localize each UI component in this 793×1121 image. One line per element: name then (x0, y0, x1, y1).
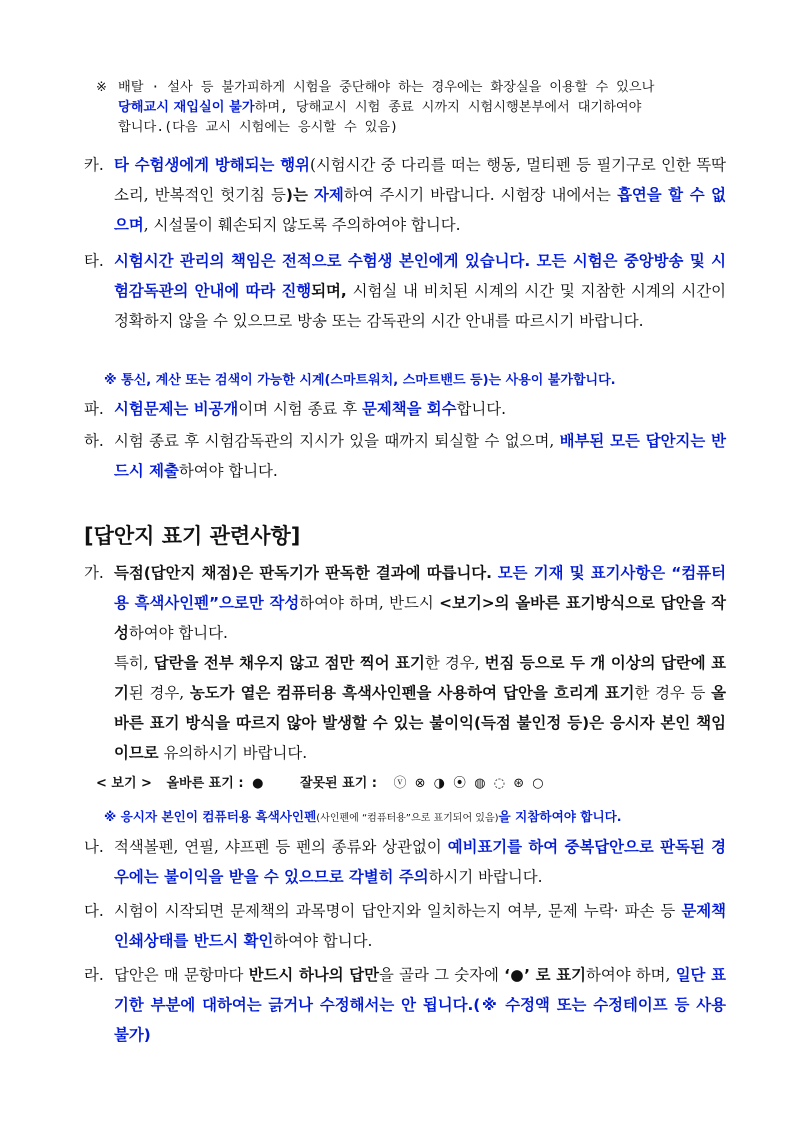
item-na: 나. 적색볼펜, 연필, 샤프펜 등 펜의 종류와 상관없이 예비표기를 하여 중복답안으로 판독된 경우에는 불이익을 받을 수 있으므로 각별히 주의하시기 바랍니다. (84, 832, 726, 892)
legend-wrong-label: 잘못된 표기 : (299, 776, 377, 791)
legend-label: < 보기 > (96, 776, 152, 791)
item-pa: 파. 시험문제는 비공개이며 시험 종료 후 문제책을 회수합니다. (84, 394, 726, 424)
item-ga: 가. 득점(답안지 채점)은 판독기가 판독한 결과에 따릅니다. 모든 기재 및 표기사항은 “컴퓨터용 흑색사인펜”으로만 작성하여야 하며, 반드시 <보기>의 올바른 표기방식으로 답안을 작성하여야 합니다. (84, 558, 726, 648)
section-title: [답안지 표기 관련사항] (84, 524, 301, 548)
item-label: 나. (84, 838, 104, 856)
item-label: 다. (84, 902, 104, 920)
item-ha: 하. 시험 종료 후 시험감독관의 지시가 있을 때까지 퇴실할 수 없으며, 배부된 모든 답안지는 반드시 제출하여야 합니다. (84, 426, 726, 486)
item-da: 다. 시험이 시작되면 문제책의 과목명이 답안지와 일치하는지 여부, 문제 누락· 파손 등 문제책 인쇄상태를 반드시 확인하여야 합니다. (84, 896, 726, 956)
marking-legend (96, 772, 546, 791)
item-label: 타. (84, 252, 104, 270)
item-label: 파. (84, 400, 104, 418)
item-label: 라. (84, 966, 104, 984)
item-ra: 라. 답안은 매 문항마다 반드시 하나의 답만을 골라 그 숫자에 ‘●’ 로 표기하여야 하며, 일단 표기한 부분에 대하여는 긁거나 수정해서는 안 됩니다.(※ 수정액 또는 수정테이프 등 사용 불가) (84, 960, 726, 1050)
wrong-marks-icon: ⓥ ⊗ ◑ ⦿ ◍ ◌ ⊛ ○ (393, 776, 546, 791)
note-restroom: ※ 배탈 · 설사 등 불가피하게 시험을 중단해야 하는 경우에는 화장실을 이용할 수 있으나 당해교시 재입실이 불가하며, 당해교시 시험 종료 시까지 시험시행본부에서 대기하여야 합니다.(다음 교시 시험에는 응시할 수 있음) (96, 80, 655, 135)
item-ka: 카. 타 수험생에게 방해되는 행위(시험시간 중 다리를 떠는 행동, 멀티펜 등 필기구로 인한 똑딱 소리, 반복적인 헛기침 등)는 자제하여 주시기 바랍니다. 시험장 내에서는 흡연을 할 수 없으며, 시설물이 훼손되지 않도록 주의하여야 합니다. (84, 150, 726, 240)
note-mark: ※ (96, 80, 108, 95)
item-label: 카. (84, 156, 104, 174)
item-ta: 타. 시험시간 관리의 책임은 전적으로 수험생 본인에게 있습니다. 모든 시험은 중앙방송 및 시험감독관의 안내에 따라 진행되며, 시험실 내 비치된 시계의 시간 및 지참한 시계의 시간이 정확하지 않을 수 있으므로 방송 또는 감독관의 시간 안내를 따르시기 바랍니다. (84, 246, 726, 336)
ga-paragraph: 특히, 답란을 전부 채우지 않고 점만 찍어 표기한 경우, 번짐 등으로 두 개 이상의 답란에 표기된 경우, 농도가 옅은 컴퓨터용 흑색사인펜을 사용하여 답안을 흐리게 표기한 경우 등 올바른 표기 방식을 따르지 않아 발생할 수 있는 불이익(득점 불인정 등)은 응시자 본인 책임이므로 유의하시기 바랍니다. (114, 654, 727, 762)
note-smartwatch: ※ 통신, 계산 또는 검색이 가능한 시계(스마트워치, 스마트밴드 등)는 사용이 불가합니다. (104, 373, 616, 388)
correct-mark-icon: ● (252, 776, 264, 791)
item-label: 가. (84, 564, 104, 582)
legend-correct-label: 올바른 표기 : (166, 776, 244, 791)
note-signpen: ※ 응시자 본인이 컴퓨터용 흑색사인펜(사인펜에 “컴퓨터용”으로 표기되어 있음)을 지참하여야 합니다. (104, 809, 622, 824)
item-label: 하. (84, 432, 104, 450)
